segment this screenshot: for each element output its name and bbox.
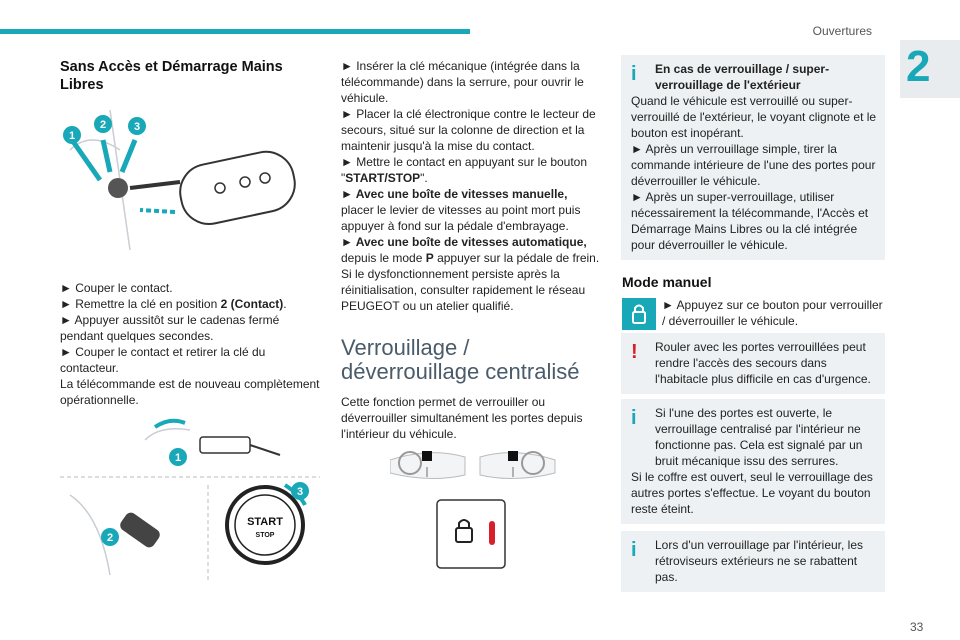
start-label: START: [247, 516, 283, 528]
start-stop-illustration: [60, 415, 320, 580]
step-text: ► Placer la clé électronique contre le lecteur de secours, situé sur la colonne de direction et la maintenir jusqu'à la mise du contact.: [341, 107, 596, 153]
lock-button-icon: [622, 298, 656, 330]
note-text: Quand le véhicule est verrouillé ou super-verrouillé de l'extérieur, le voyant clignote et le bouton est inopérant.: [631, 94, 877, 140]
step-text: ► Couper le contact.: [60, 281, 173, 295]
key-insertion-illustration: [60, 110, 310, 250]
step-text: ► Avec une boîte de vitesses automatique, depuis le mode P appuyer sur la pédale de frein.: [341, 235, 600, 265]
info-note-door-open: [621, 399, 885, 524]
warning-text: Rouler avec les portes verrouillées peut rendre l'accès des secours dans l'habitacle plus difficile en cas d'urgence.: [655, 340, 871, 386]
warning-note: [621, 333, 885, 394]
info-icon: i: [631, 539, 637, 561]
info-icon: i: [631, 63, 637, 85]
note-text: ► Après un verrouillage simple, tirer la commande intérieure de l'une des portes pour déverrouiller le véhicule.: [631, 142, 876, 188]
figure-label-3: 3: [133, 121, 141, 133]
column-1: [60, 58, 300, 94]
step-text: ► Couper le contact et retirer la clé du contacteur.: [60, 345, 266, 375]
chapter-title: Ouvertures: [812, 24, 872, 38]
central-locking-illustration: [390, 445, 560, 575]
info-icon: i: [631, 407, 637, 429]
step-text: ► Avec une boîte de vitesses manuelle, placer le levier de vitesses au point mort puis appuyer à fond sur la pédale d'embrayage.: [341, 187, 581, 233]
info-note-mirrors: [621, 531, 885, 592]
warning-icon: !: [631, 341, 638, 363]
note-text: ► Après un super-verrouillage, utiliser nécessairement la télécommande, l'Accès et Démarrage Mains Libres ou la clé intégrée pour déverrouiller le véhicule.: [631, 190, 869, 252]
page-number: 33: [910, 620, 924, 634]
note-title: En cas de verrouillage / super-verrouillage de l'extérieur: [655, 62, 830, 92]
step-text: ► Appuyer aussitôt sur le cadenas fermé pendant quelques secondes.: [60, 313, 280, 343]
chapter-number-tab: [900, 40, 960, 98]
figure-label-1: 1: [68, 130, 76, 142]
figure-label-2: 2: [99, 119, 107, 131]
note-text: Lors d'un verrouillage par l'intérieur, les rétroviseurs extérieurs ne se rabattent pas.: [655, 538, 864, 584]
step-text: ► Remettre la clé en position 2 (Contact).: [60, 297, 287, 311]
manual-mode-heading: Mode manuel: [622, 274, 712, 290]
step-text: ► Insérer la clé mécanique (intégrée dans la télécommande) dans la serrure, pour ouvrir le véhicule.: [341, 59, 584, 105]
figure-label-1: 1: [174, 452, 182, 464]
chapter-number: 2: [906, 42, 931, 91]
manual-mode-text: ► Appuyez sur ce bouton pour verrouiller / déverrouiller le véhicule.: [662, 298, 883, 328]
manual-mode-text-wrap: [662, 297, 888, 329]
manual-mode-heading-wrap: [622, 274, 886, 290]
step-text: La télécommande est de nouveau complètement opérationnelle.: [60, 377, 320, 407]
note-text: Si l'une des portes est ouverte, le verrouillage centralisé par l'intérieur ne fonctionne pas. Cela est signalé par un bruit mécanique issu des serrures.: [655, 406, 863, 468]
step-text: ► Mettre le contact en appuyant sur le bouton "START/STOP".: [341, 155, 588, 185]
info-note-locking: [621, 55, 885, 260]
stop-label: STOP: [255, 532, 275, 539]
column-1-steps: [60, 280, 322, 408]
section-heading: Sans Accès et Démarrage Mains Libres: [60, 59, 283, 93]
section-intro: Cette fonction permet de verrouiller ou déverrouiller simultanément les portes depuis l'intérieur du véhicule.: [341, 395, 583, 441]
note-text: Si le coffre est ouvert, seul le verrouillage des autres portes s'effectue. Le voyant du bouton reste éteint.: [631, 470, 873, 516]
step-text: Si le dysfonctionnement persiste après la réinitialisation, consulter rapidement le réseau PEUGEOT ou un atelier qualifié.: [341, 267, 586, 313]
section-title-line-2: déverrouillage centralisé: [341, 359, 580, 384]
figure-label-3: 3: [296, 486, 304, 498]
column-2: [341, 58, 603, 442]
figure-label-2: 2: [106, 532, 114, 544]
section-title-line-1: Verrouillage /: [341, 335, 470, 360]
header-bar: [0, 29, 470, 34]
